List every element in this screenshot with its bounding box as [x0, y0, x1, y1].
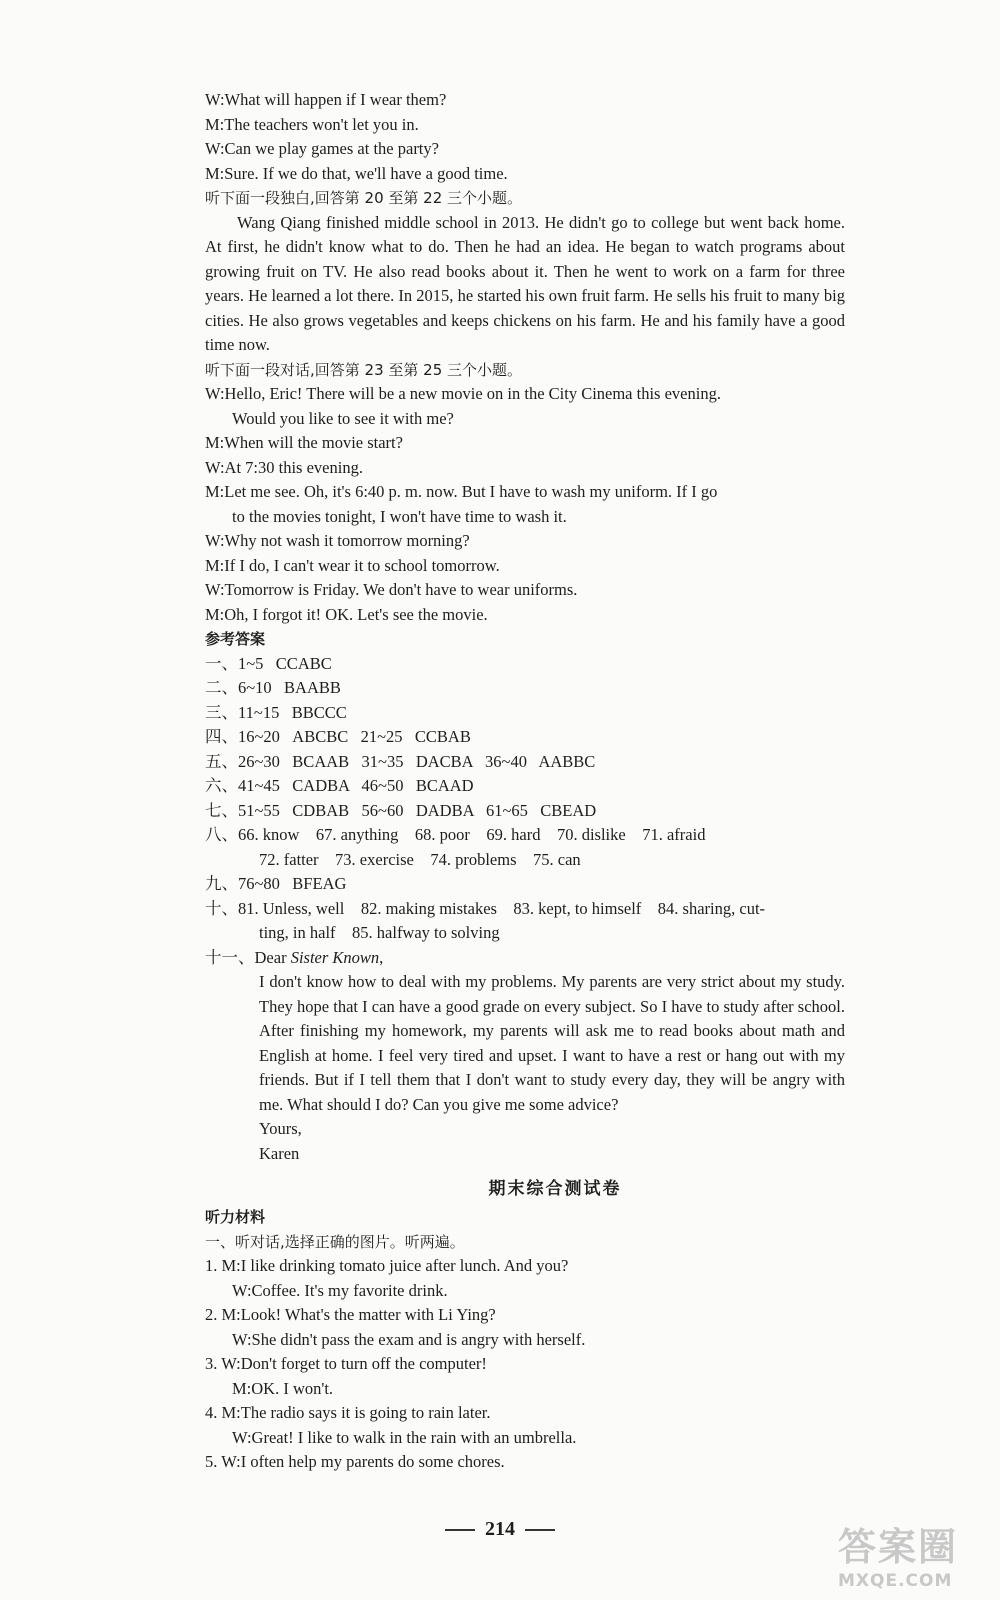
- item-question: 2. M:Look! What's the matter with Li Ying?: [205, 1305, 496, 1324]
- materials-heading: 听力材料: [205, 1208, 266, 1226]
- dialog-line: W:At 7:30 this evening.: [205, 457, 363, 477]
- answer-line: 72. fatter 73. exercise 74. problems 75. can: [259, 849, 581, 869]
- dialog-line: W:What will happen if I wear them?: [205, 90, 447, 109]
- dialog-line: W:Tomorrow is Friday. We don't have to wear uniforms.: [205, 580, 578, 599]
- answer-line: 九、76~80 BFEAG: [205, 874, 347, 893]
- dialog-line: M:The teachers won't let you in.: [205, 114, 419, 134]
- answer-line: 一、1~5 CCABC: [205, 653, 332, 673]
- answer-line: [205, 946, 845, 971]
- dialog-line: Would you like to see it with me?: [232, 408, 454, 428]
- dialog-line: W:Can we play games at the party?: [205, 139, 439, 158]
- item-answer: M:OK. I won't.: [232, 1378, 334, 1398]
- item-question: 4. M:The radio says it is going to rain later.: [205, 1403, 491, 1422]
- dialog-line: M:Let me see. Oh, it's 6:40 p. m. now. But I have to wash my uniform. If I go: [205, 482, 718, 501]
- page-number: 214: [485, 1518, 515, 1540]
- footer-dash: [525, 1529, 555, 1531]
- part-heading: 一、听对话,选择正确的图片。听两遍。: [205, 1232, 465, 1251]
- section-heading: 听下面一段对话,回答第 23 至第 25 三个小题。: [205, 360, 523, 379]
- dialog-line: M:When will the movie start?: [205, 433, 403, 452]
- watermark-url: MXQE.COM: [838, 1571, 953, 1591]
- answer-prefix: 十一、Dear: [205, 947, 291, 967]
- answer-line: 五、26~30 BCAAB 31~35 DACBA 36~40 AABBC: [205, 751, 596, 771]
- addressee-name: Sister Known: [290, 947, 380, 967]
- answer-line: 十、81. Unless, well 82. making mistakes 83. kept, to himself 84. sharing, cut-: [205, 898, 766, 918]
- watermark-text: 答案圈: [838, 1525, 959, 1569]
- section-heading: 听下面一段独白,回答第 20 至第 22 三个小题。: [205, 189, 523, 207]
- answer-line: 八、66. know 67. anything 68. poor 69. hard 70. dislike 71. afraid: [205, 825, 706, 844]
- text-column: [205, 88, 845, 1475]
- dialog-line: M:Sure. If we do that, we'll have a good time.: [205, 163, 508, 183]
- dialog-line: M:If I do, I can't wear it to school tomorrow.: [205, 555, 500, 575]
- answer-line: 三、11~15 BBCCC: [205, 702, 347, 722]
- letter-block: [205, 970, 845, 1166]
- answer-line: ting, in half 85. halfway to solving: [259, 923, 500, 942]
- item-answer: W:Coffee. It's my favorite drink.: [232, 1280, 448, 1300]
- dialog-line: M:Oh, I forgot it! OK. Let's see the movie.: [205, 604, 488, 624]
- item-question: 3. W:Don't forget to turn off the computer!: [205, 1354, 487, 1373]
- watermark-logo: [838, 1516, 988, 1591]
- answer-line: 二、6~10 BAABB: [205, 678, 341, 697]
- footer-dash: [445, 1529, 475, 1531]
- dialog-line: to the movies tonight, I won't have time to wash it.: [232, 506, 567, 526]
- dialog-line: W:Hello, Eric! There will be a new movie on in the City Cinema this evening.: [205, 384, 721, 403]
- section-title: 期末综合测试卷: [488, 1179, 622, 1199]
- item-answer: W:She didn't pass the exam and is angry with herself.: [232, 1329, 586, 1349]
- answer-line: 七、51~55 CDBAB 56~60 DADBA 61~65 CBEAD: [205, 800, 597, 820]
- letter-closing: Yours,: [259, 1119, 302, 1138]
- letter-signature: Karen: [259, 1143, 300, 1163]
- answer-suffix: ,: [379, 947, 384, 967]
- answer-line: 六、41~45 CADBA 46~50 BCAAD: [205, 776, 474, 795]
- item-question: 5. W:I often help my parents do some chores.: [205, 1452, 505, 1471]
- answers-heading: 参考答案: [205, 630, 266, 648]
- dialog-line: W:Why not wash it tomorrow morning?: [205, 531, 470, 550]
- item-answer: W:Great! I like to walk in the rain with an umbrella.: [232, 1427, 577, 1447]
- item-question: 1. M:I like drinking tomato juice after lunch. And you?: [205, 1256, 569, 1275]
- letter-body: I don't know how to deal with my problems. My parents are very strict about my study. They hope that I can have a good grade on every subject. So I have to study after school. After finishing my homework, my parents will ask me to read books about math and English at home. I feel very tired and upset. I want to have a rest or hang out with my friends. But if I tell them that I don't want to study every day, they will be angry with me. What should I do? Can you give me some advice?: [259, 972, 845, 1114]
- answer-line: 四、16~20 ABCBC 21~25 CCBAB: [205, 727, 471, 746]
- monologue-paragraph: Wang Qiang finished middle school in 2013. He didn't go to college but went back home. At first, he didn't know what to do. Then he had an idea. He began to watch programs about growing fruit on TV. He also read books about it. Then he went to work on a farm for three years. He learned a lot there. In 2015, he started his own fruit farm. He sells his fruit to many big cities. He also grows vegetables and keeps chickens on his farm. He and his family have a good time now.: [205, 212, 845, 354]
